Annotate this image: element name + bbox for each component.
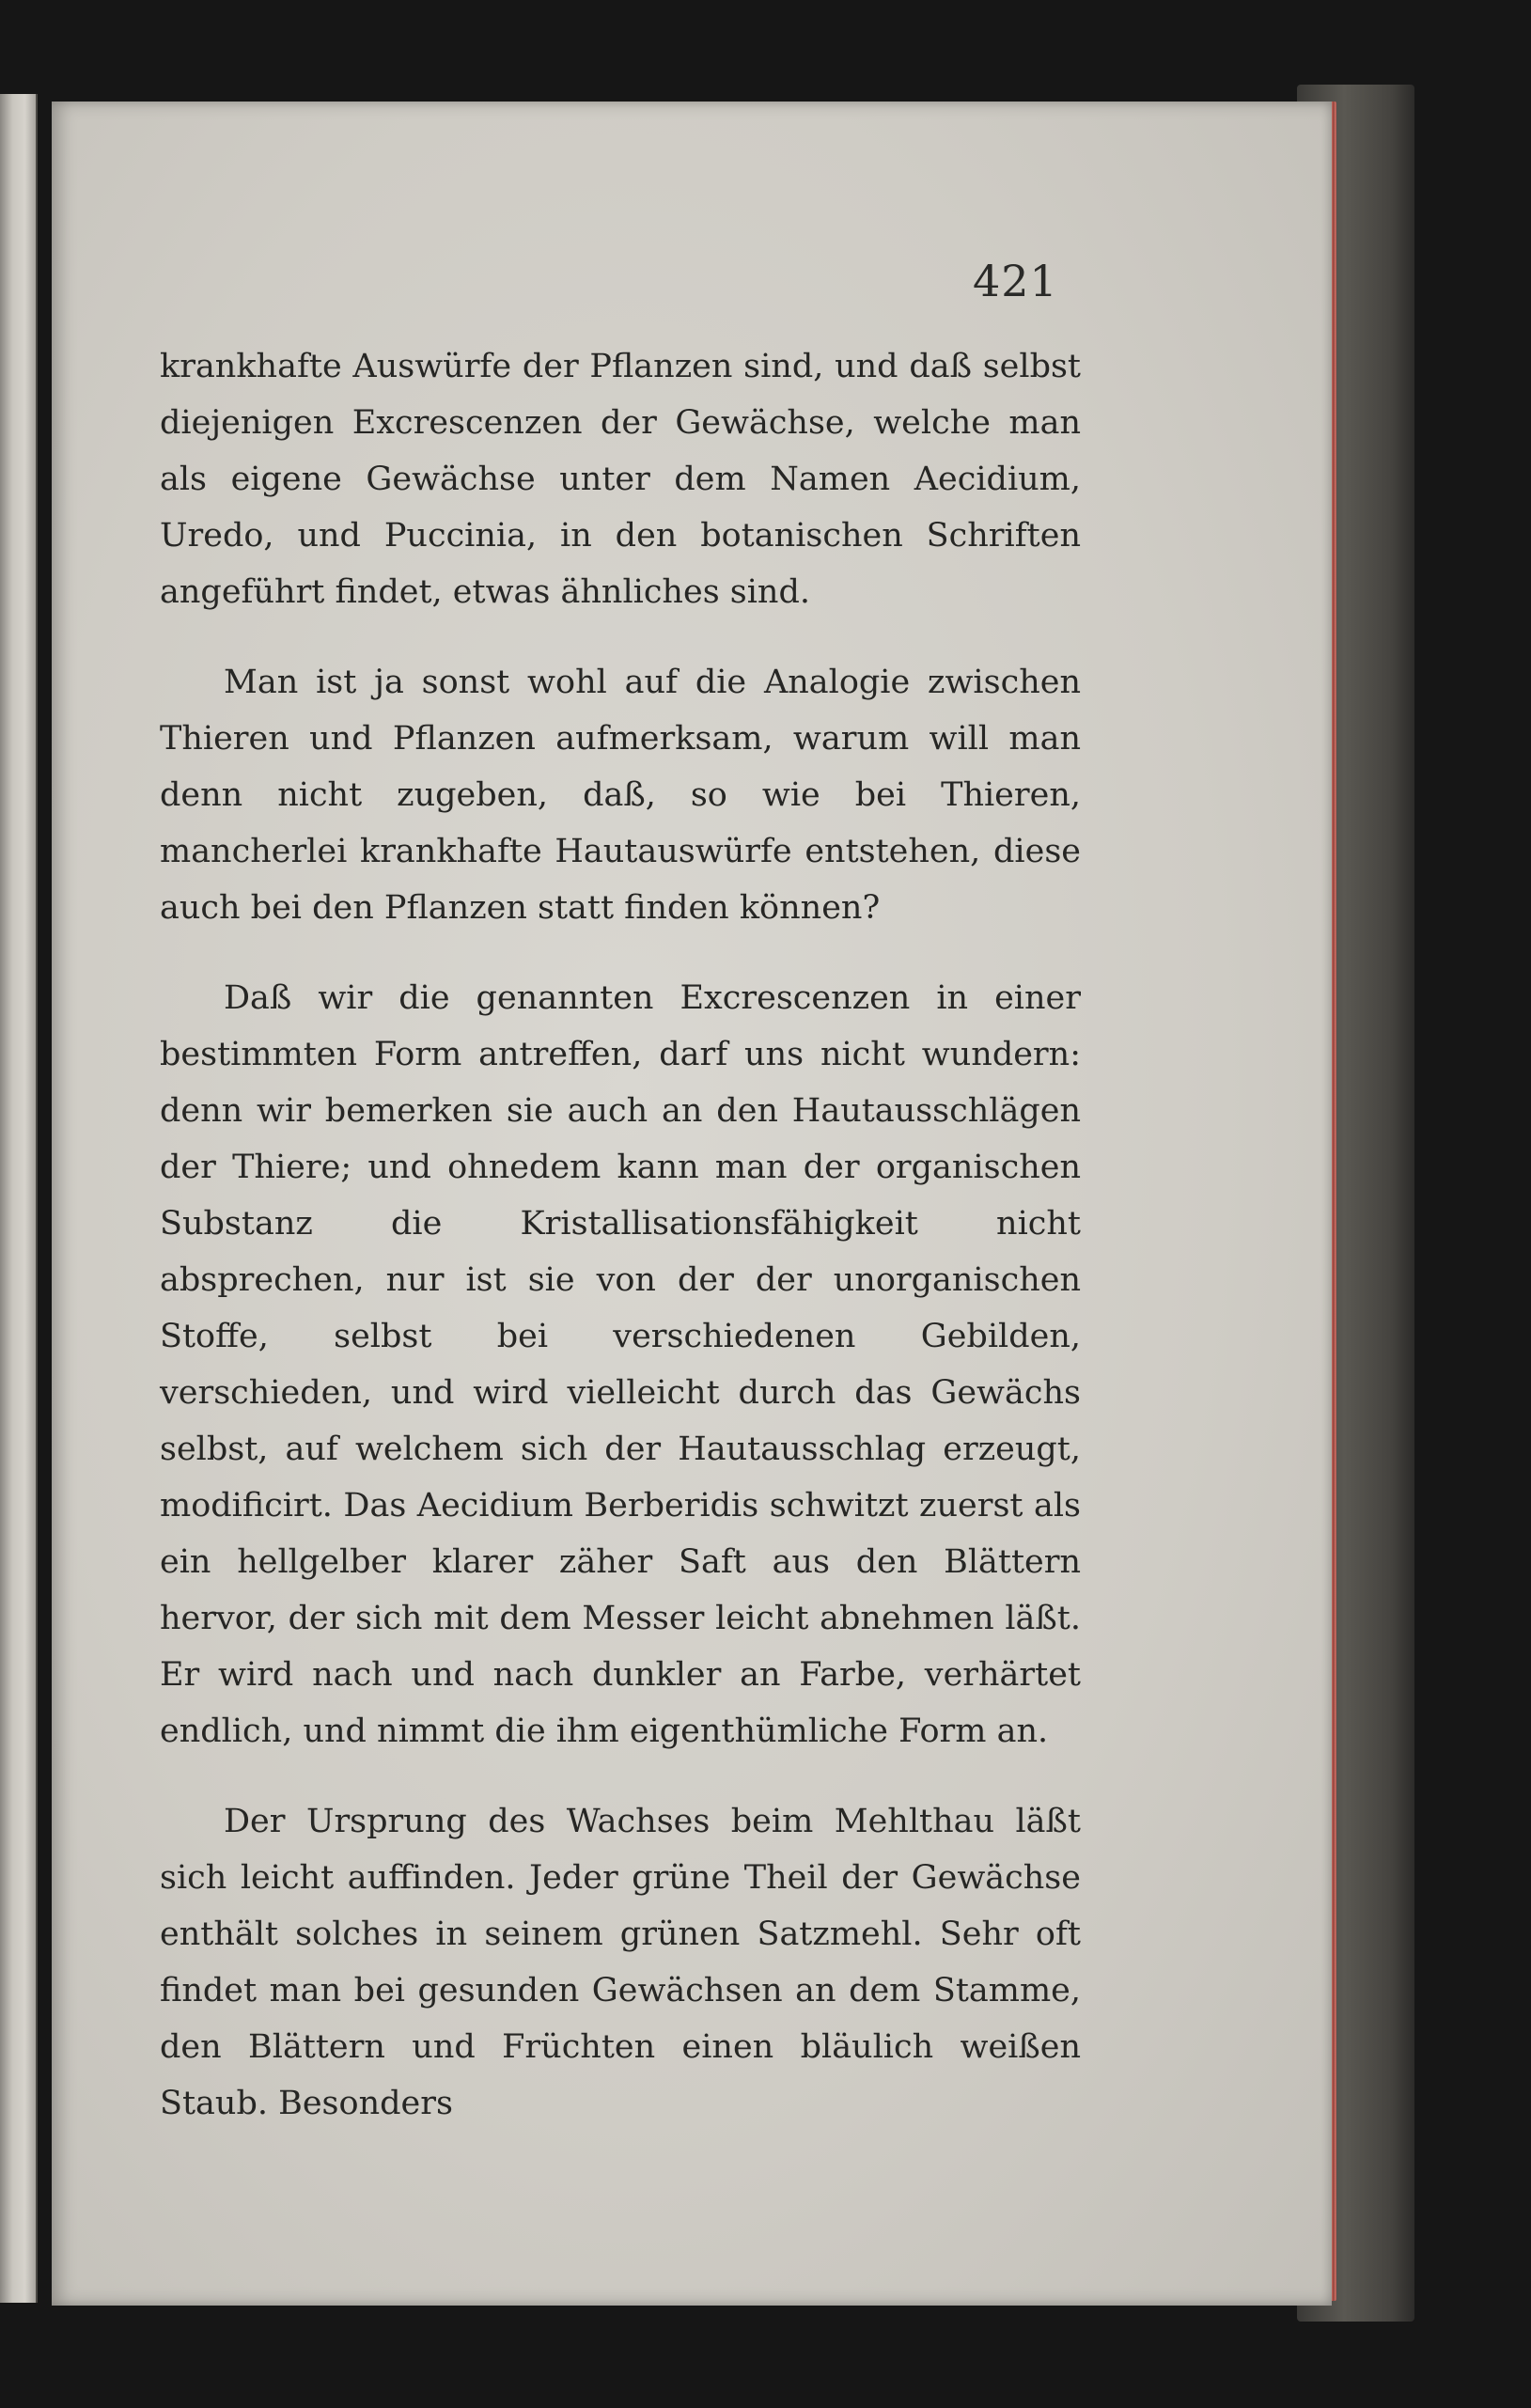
paragraph-1: krankhafte Auswürfe der Pflanzen sind, und daß selbst diejenigen Excrescenzen der Gewächse, welche man als eigene Gewächse unter dem Namen Aecidium, Uredo, und Puccinia, in den botanischen Schriften angeführt findet, etwas ähnliches sind. (160, 348, 1081, 611)
facing-page-edge (0, 94, 38, 2303)
paragraph-4: Der Ursprung des Wachses beim Mehlthau läßt sich leicht auffinden. Jeder grüne Theil der Gewächse enthält solches in seinem grünen Satzmehl. Sehr oft findet man bei gesunden Gewächsen an dem Stamme, den Blättern und Früchten einen bläulich weißen Staub. Besonders (160, 1803, 1081, 2122)
page-number: 421 (973, 256, 1058, 306)
paragraph-3: Daß wir die genannten Excrescenzen in einer bestimmten Form antreffen, darf uns nicht wundern: denn wir bemerken sie auch an den Hautausschlägen der Thiere; und ohnedem kann man der organischen Substanz die Kristallisationsfähigkeit nicht absprechen, nur ist sie von der der unorganischen Stoffe, selbst bei verschiedenen Gebilden, verschieden, und wird vielleicht durch das Gewächs selbst, auf welchem sich der Hautausschlag erzeugt, modificirt. Das Aecidium Berberidis schwitzt zuerst als ein hellgelber klarer zäher Saft aus den Blättern hervor, der sich mit dem Messer leicht abnehmen läßt. Er wird nach und nach dunkler an Farbe, verhärtet endlich, und nimmt die ihm eigenthümliche Form an. (160, 979, 1081, 1750)
page-text (160, 338, 1081, 2132)
paragraph-2: Man ist ja sonst wohl auf die Analogie zwischen Thieren und Pflanzen aufmerksam, warum will man denn nicht zugeben, daß, so wie bei Thieren, mancherlei krankhafte Hautauswürfe entstehen, diese auch bei den Pflanzen statt finden können? (160, 664, 1081, 927)
